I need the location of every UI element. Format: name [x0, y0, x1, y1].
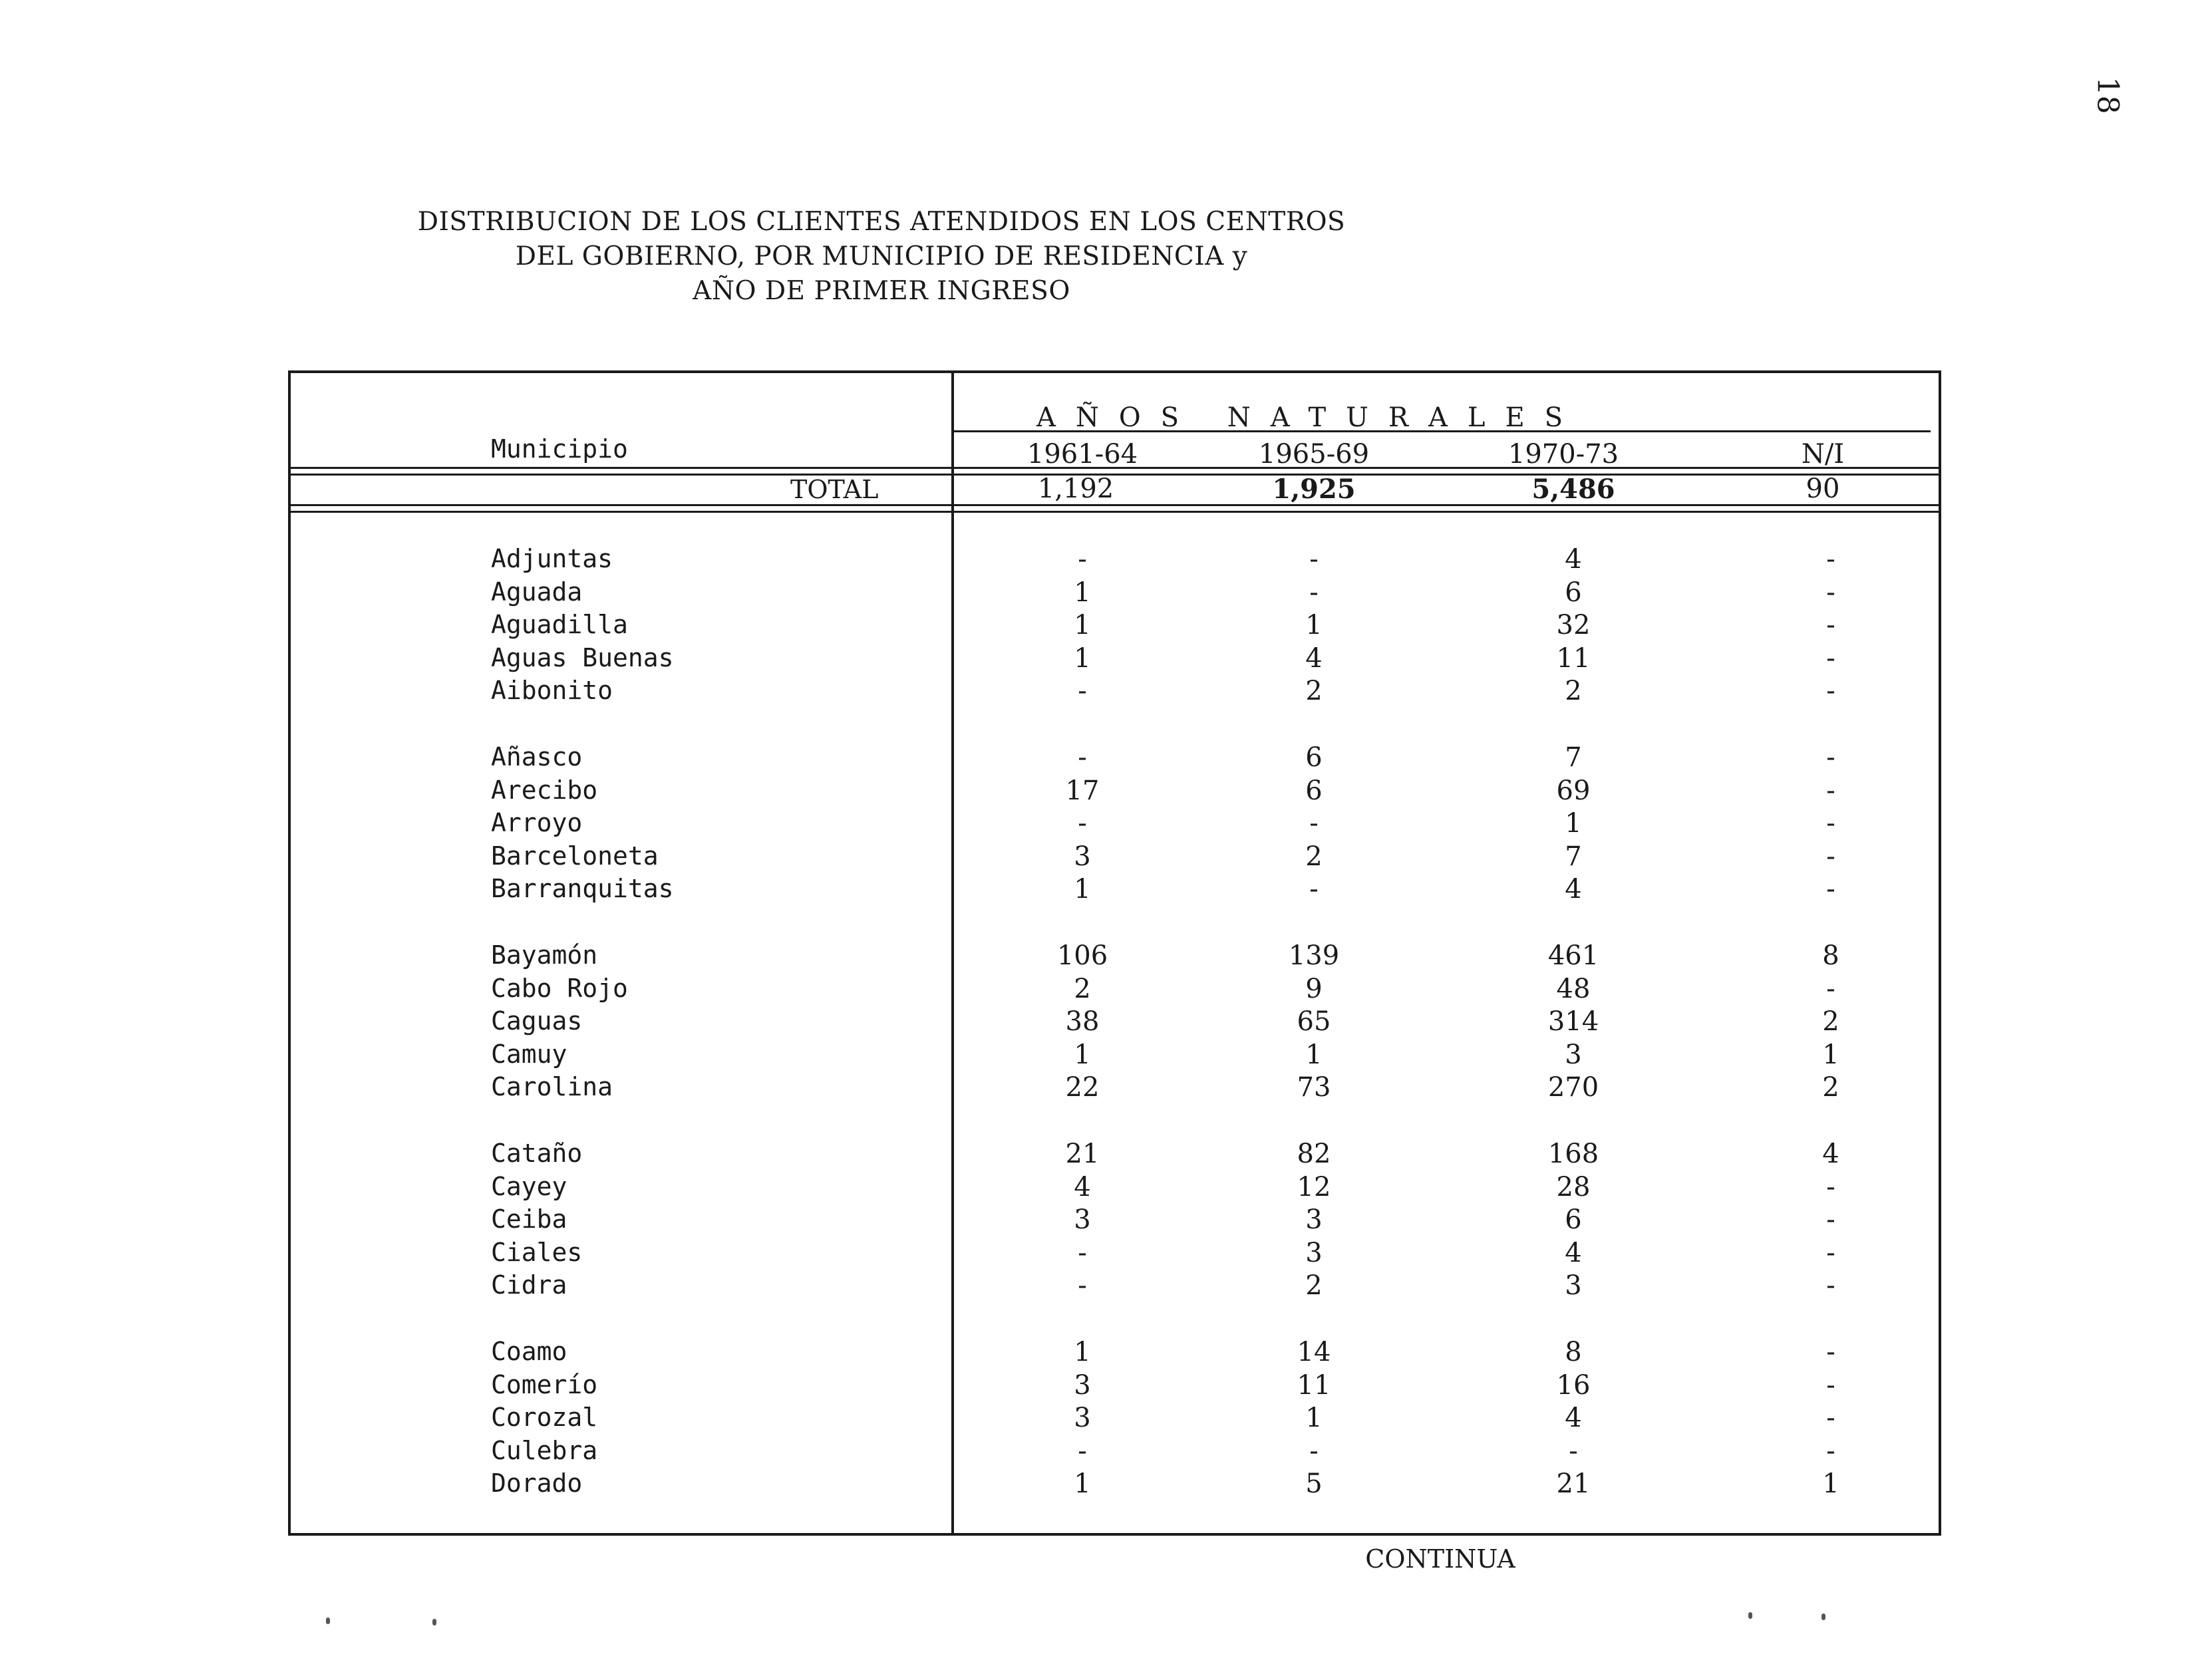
municipio-cell: Cidra — [491, 1270, 567, 1300]
municipio-cell: Barranquitas — [491, 874, 674, 904]
value-cell: 3 — [1074, 1369, 1091, 1401]
value-cell: - — [1078, 1435, 1087, 1467]
municipio-cell: Ciales — [491, 1237, 583, 1267]
continua-label: CONTINUA — [1365, 1544, 1515, 1574]
value-cell: 4 — [1822, 1139, 1839, 1169]
value-cell: 14 — [1297, 1337, 1331, 1367]
value-cell: 21 — [1065, 1139, 1100, 1169]
value-cell: 2 — [1074, 973, 1091, 1004]
total-label: TOTAL — [790, 475, 879, 504]
total-rule-double — [288, 511, 1941, 513]
value-cell: 1 — [1074, 642, 1091, 674]
value-cell: 1 — [1305, 1039, 1323, 1070]
value-cell: - — [1826, 577, 1835, 608]
municipio-cell: Caguas — [491, 1006, 583, 1036]
value-cell: 3 — [1074, 841, 1091, 872]
column-header-1970-73: 1970-73 — [1507, 439, 1619, 470]
value-cell: - — [1309, 1435, 1319, 1467]
value-cell: - — [1826, 1270, 1835, 1302]
value-cell: 32 — [1556, 610, 1591, 641]
value-cell: 2 — [1822, 1006, 1839, 1038]
municipio-cell: Aguadilla — [491, 610, 628, 640]
municipio-cell: Carolina — [491, 1072, 613, 1102]
scan-speck — [1748, 1612, 1752, 1619]
value-cell: 69 — [1556, 775, 1591, 806]
value-cell: - — [1309, 577, 1319, 608]
value-cell: - — [1826, 1237, 1835, 1268]
municipio-cell: Ceiba — [491, 1204, 567, 1234]
value-cell: - — [1826, 610, 1835, 641]
municipio-cell: Coamo — [491, 1337, 567, 1366]
value-cell: - — [1826, 1403, 1835, 1434]
value-cell: - — [1826, 544, 1835, 575]
value-cell: - — [1826, 676, 1835, 707]
scan-speck — [326, 1617, 330, 1624]
total-ni: 90 — [1806, 474, 1840, 504]
value-cell: 1 — [1305, 610, 1323, 641]
value-cell: 2 — [1822, 1072, 1839, 1103]
value-cell: - — [1826, 642, 1835, 674]
column-header-1961-64: 1961-64 — [1027, 439, 1138, 470]
municipio-cell: Arecibo — [491, 775, 598, 805]
value-cell: 22 — [1065, 1072, 1100, 1103]
value-cell: 7 — [1565, 841, 1582, 872]
value-cell: - — [1826, 1171, 1835, 1202]
municipio-cell: Corozal — [491, 1403, 598, 1433]
value-cell: 4 — [1565, 544, 1582, 575]
value-cell: 2 — [1305, 1270, 1323, 1302]
value-cell: - — [1078, 808, 1087, 839]
value-cell: 12 — [1297, 1171, 1331, 1202]
value-cell: 3 — [1074, 1403, 1091, 1434]
value-cell: 16 — [1556, 1369, 1591, 1401]
municipio-cell: Comerío — [491, 1369, 598, 1399]
value-cell: 3 — [1565, 1270, 1582, 1302]
value-cell: - — [1826, 874, 1835, 905]
value-cell: 38 — [1065, 1006, 1100, 1038]
municipio-cell: Aibonito — [491, 676, 613, 706]
group-header-label: AÑOS NATURALES — [1036, 402, 1583, 433]
municipio-cell: Dorado — [491, 1469, 583, 1498]
value-cell: 48 — [1556, 973, 1591, 1004]
value-cell: - — [1826, 973, 1835, 1004]
scan-speck — [1821, 1613, 1825, 1620]
value-cell: 1 — [1822, 1039, 1839, 1070]
total-rule-top — [288, 474, 1941, 476]
value-cell: 6 — [1565, 577, 1582, 608]
column-divider — [951, 370, 954, 1536]
value-cell: 5 — [1305, 1469, 1323, 1500]
value-cell: - — [1078, 1270, 1087, 1302]
value-cell: 270 — [1547, 1072, 1599, 1103]
municipio-cell: Culebra — [491, 1435, 598, 1465]
value-cell: 314 — [1547, 1006, 1599, 1038]
value-cell: 4 — [1074, 1171, 1091, 1202]
value-cell: 3 — [1565, 1039, 1582, 1070]
value-cell: 106 — [1056, 940, 1108, 971]
value-cell: 2 — [1305, 841, 1323, 872]
value-cell: 4 — [1565, 874, 1582, 905]
value-cell: 1 — [1822, 1469, 1839, 1500]
value-cell: - — [1078, 742, 1087, 773]
value-cell: 11 — [1297, 1369, 1331, 1401]
value-cell: 3 — [1305, 1204, 1323, 1236]
value-cell: 1 — [1565, 808, 1582, 839]
total-1965-69: 1,925 — [1272, 474, 1356, 505]
value-cell: 4 — [1565, 1237, 1582, 1268]
municipio-header: Municipio — [491, 434, 628, 464]
total-1970-73: 5,486 — [1531, 474, 1615, 505]
value-cell: 6 — [1305, 775, 1323, 806]
value-cell: 1 — [1074, 1337, 1091, 1367]
value-cell: - — [1826, 1337, 1835, 1367]
value-cell: 1 — [1074, 610, 1091, 641]
value-cell: 1 — [1074, 1469, 1091, 1500]
value-cell: - — [1826, 775, 1835, 806]
total-rule-bottom — [288, 504, 1941, 506]
value-cell: 6 — [1305, 742, 1323, 773]
value-cell: - — [1569, 1435, 1578, 1467]
column-header-ni: N/I — [1801, 439, 1845, 470]
value-cell: 4 — [1305, 642, 1323, 674]
value-cell: 168 — [1547, 1139, 1599, 1169]
value-cell: 4 — [1565, 1403, 1582, 1434]
value-cell: 1 — [1305, 1403, 1323, 1434]
value-cell: - — [1826, 1204, 1835, 1236]
municipio-cell: Bayamón — [491, 940, 598, 970]
value-cell: 9 — [1305, 973, 1323, 1004]
value-cell: 21 — [1556, 1469, 1591, 1500]
value-cell: 3 — [1074, 1204, 1091, 1236]
value-cell: - — [1309, 808, 1319, 839]
total-1961-64: 1,192 — [1037, 474, 1114, 504]
municipio-cell: Camuy — [491, 1039, 567, 1069]
value-cell: - — [1309, 544, 1319, 575]
municipio-cell: Arroyo — [491, 808, 583, 838]
municipio-cell: Aguas Buenas — [491, 642, 674, 672]
value-cell: 1 — [1074, 874, 1091, 905]
municipio-cell: Aguada — [491, 577, 583, 607]
value-cell: 73 — [1297, 1072, 1331, 1103]
value-cell: 2 — [1565, 676, 1582, 707]
value-cell: 82 — [1297, 1139, 1331, 1169]
value-cell: 6 — [1565, 1204, 1582, 1236]
value-cell: - — [1078, 676, 1087, 707]
value-cell: 17 — [1065, 775, 1100, 806]
value-cell: 2 — [1305, 676, 1323, 707]
municipio-cell: Cataño — [491, 1139, 583, 1168]
value-cell: 7 — [1565, 742, 1582, 773]
title-line-2: DEL GOBIERNO, POR MUNICIPIO DE RESIDENCIA y — [515, 241, 1248, 271]
municipio-cell: Adjuntas — [491, 544, 613, 573]
column-header-1965-69: 1965-69 — [1258, 439, 1370, 470]
value-cell: - — [1826, 742, 1835, 773]
value-cell: 65 — [1297, 1006, 1331, 1038]
value-cell: 11 — [1556, 642, 1591, 674]
title-line-1: DISTRIBUCION DE LOS CLIENTES ATENDIDOS EN LOS CENTROS — [417, 207, 1346, 237]
value-cell: 8 — [1565, 1337, 1582, 1367]
value-cell: - — [1826, 1435, 1835, 1467]
value-cell: - — [1078, 544, 1087, 575]
value-cell: 3 — [1305, 1237, 1323, 1268]
value-cell: - — [1309, 874, 1319, 905]
municipio-cell: Cabo Rojo — [491, 973, 628, 1003]
scan-speck — [432, 1619, 436, 1625]
value-cell: 139 — [1288, 940, 1340, 971]
page-title — [0, 205, 1763, 309]
value-cell: 1 — [1074, 577, 1091, 608]
value-cell: 461 — [1547, 940, 1599, 971]
municipio-cell: Cayey — [491, 1171, 567, 1201]
value-cell: - — [1078, 1237, 1087, 1268]
value-cell: - — [1826, 808, 1835, 839]
value-cell: 1 — [1074, 1039, 1091, 1070]
value-cell: - — [1826, 841, 1835, 872]
municipio-cell: Barceloneta — [491, 841, 659, 871]
title-line-3: AÑO DE PRIMER INGRESO — [693, 276, 1070, 306]
value-cell: 8 — [1822, 940, 1839, 971]
value-cell: 28 — [1556, 1171, 1591, 1202]
value-cell: - — [1826, 1369, 1835, 1401]
municipio-cell: Añasco — [491, 742, 583, 771]
page-number: 18 — [2090, 76, 2125, 114]
